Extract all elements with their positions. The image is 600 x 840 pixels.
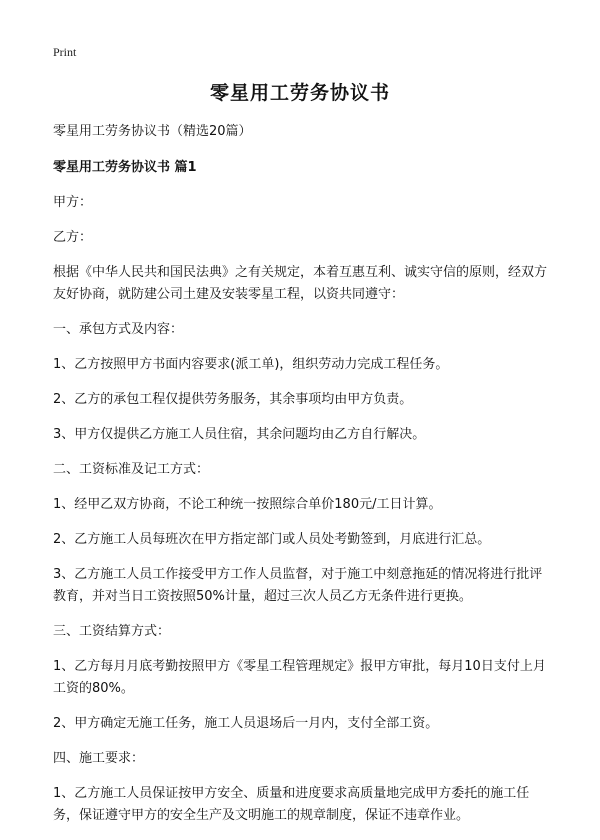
- heading-wage-settlement: 三、工资结算方式：: [53, 624, 171, 639]
- party-b-line: 乙方：: [53, 230, 93, 245]
- heading-contract-method: 一、承包方式及内容：: [53, 322, 184, 337]
- heading-construction-requirements: 四、施工要求：: [53, 751, 145, 766]
- clause-2-2: 2、乙方施工人员每班次在甲方指定部门或人员处考勤签到，月底进行汇总。: [53, 532, 491, 547]
- document-body: [53, 121, 553, 840]
- clause-3-2: 2、甲方确定无施工任务，施工人员退场后一月内，支付全部工资。: [53, 716, 439, 731]
- party-a-line: 甲方：: [53, 195, 93, 210]
- clause-4-1: 1、乙方施工人员保证按甲方安全、质量和进度要求高质量地完成甲方委托的施工任务，保证遵守甲方的安全生产及文明施工的规章制度，保证不违章作业。: [53, 786, 530, 823]
- clause-1-2: 2、乙方的承包工程仅提供劳务服务，其余事项均由甲方负责。: [53, 392, 413, 407]
- clause-1-3: 3、甲方仅提供乙方施工人员住宿，其余问题均由乙方自行解决。: [53, 427, 426, 442]
- document-title: 零星用工劳务协议书: [209, 82, 390, 104]
- document-subtitle: 零星用工劳务协议书（精选20篇）: [53, 124, 252, 139]
- print-label: Print: [53, 45, 77, 59]
- section-title: 零星用工劳务协议书 篇1: [53, 160, 197, 175]
- clause-3-1: 1、乙方每月月底考勤按照甲方《零星工程管理规定》报甲方审批，每月10日支付上月工资的80%。: [53, 659, 546, 696]
- clause-1-1: 1、乙方按照甲方书面内容要求(派工单)，组织劳动力完成工程任务。: [53, 357, 449, 372]
- heading-wage-standard: 二、工资标准及记工方式：: [53, 462, 210, 477]
- clause-2-1: 1、经甲乙双方协商，不论工种统一按照综合单价180元/工日计算。: [53, 497, 442, 512]
- intro-paragraph: 根据《中华人民共和国民法典》之有关规定，本着互惠互利、诚实守信的原则，经双方友好协商，就防建公司土建及安装零星工程，以资共同遵守：: [53, 265, 548, 302]
- clause-2-3: 3、乙方施工人员工作接受甲方工作人员监督，对于施工中刻意拖延的情况将进行批评教育，并对当日工资按照50%计量，超过三次人员乙方无条件进行更换。: [53, 567, 543, 604]
